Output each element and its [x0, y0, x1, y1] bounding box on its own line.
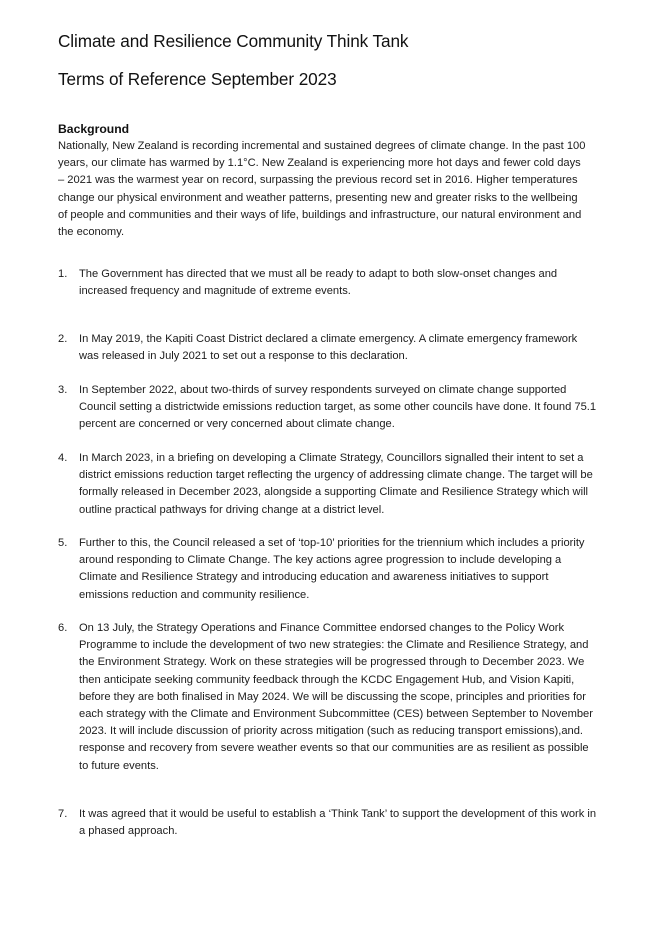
list-item: [58, 382, 598, 434]
list-item-number: 4.: [58, 452, 68, 464]
list-item: [58, 620, 598, 775]
list-item-number: 5.: [58, 537, 68, 549]
list-item-number: 2.: [58, 333, 68, 345]
list-item: [58, 450, 598, 519]
list-item: [58, 331, 598, 365]
list-item-text: In September 2022, about two-thirds of survey respondents surveyed on climate change supported Council setting a districtwide emissions reduction target, as some other councils have done. It found 75.1 percent are concerned or very concerned about climate change.: [79, 384, 597, 431]
list-item-text: It was agreed that it would be useful to establish a ‘Think Tank’ to support the development of this work in a phased approach.: [79, 808, 597, 838]
list-item-number: 7.: [58, 808, 68, 820]
list-item: [58, 535, 598, 604]
list-item: [58, 266, 598, 300]
list-item-text: Further to this, the Council released a set of ‘top-10’ priorities for the triennium which includes a priority around responding to Climate Change. The key actions agree progression to include developing a Climate and Resilience Strategy and introducing education and awareness initiatives to support emissions reduction and community resilience.: [79, 537, 585, 601]
list-item-text: The Government has directed that we must all be ready to adapt to both slow-onset changes and increased frequency and magnitude of extreme events.: [79, 268, 558, 298]
background-paragraph: Nationally, New Zealand is recording incremental and sustained degrees of climate change. In the past 100 years, our climate has warmed by 1.1°C. New Zealand is experiencing more hot days and fewer cold days – 2021 was the warmest year on record, surpassing the previous record set in 2016. Higher temperatures change our physical environment and weather patterns, presenting new and greater risks to the wellbeing of people and communities and their ways of life, buildings and infrastructure, our natural environment and the economy.: [58, 140, 586, 239]
document-title: Climate and Resilience Community Think Tank: [58, 31, 409, 51]
list-item-number: 6.: [58, 622, 68, 634]
list-item-number: 3.: [58, 384, 68, 396]
list-item-text: On 13 July, the Strategy Operations and Finance Committee endorsed changes to the Policy Work Programme to include the development of two new strategies: the Climate and Resilience Strategy, and the Environment Strategy. Work on these strategies will be progressed through to December 2023. We then anticipate seeking community feedback through the KCDC Engagement Hub, and Vision Kapiti, before they are both finalised in May 2024. We will be discussing the scope, principles and priorities for each strategy with the Climate and Environment Subcommittee (CES) between September to November 2023. It will include discussion of priority across mitigation (such as reducing transport emissions),and. response and recovery from severe weather events so that our communities are as resilient as possible to future events.: [79, 622, 593, 772]
list-item-number: 1.: [58, 268, 68, 280]
list-item: [58, 806, 598, 840]
list-item-text: In March 2023, in a briefing on developing a Climate Strategy, Councillors signalled their intent to set a district emissions reduction target reflecting the urgency of addressing climate change. The target will be formally released in December 2023, alongside a supporting Climate and Resilience Strategy which will outline practical pathways for driving change at a district level.: [79, 452, 593, 516]
document-subtitle: Terms of Reference September 2023: [58, 69, 337, 89]
background-heading: Background: [58, 122, 130, 136]
list-item-text: In May 2019, the Kapiti Coast District declared a climate emergency. A climate emergency framework was released in July 2021 to set out a response to this declaration.: [79, 333, 578, 363]
